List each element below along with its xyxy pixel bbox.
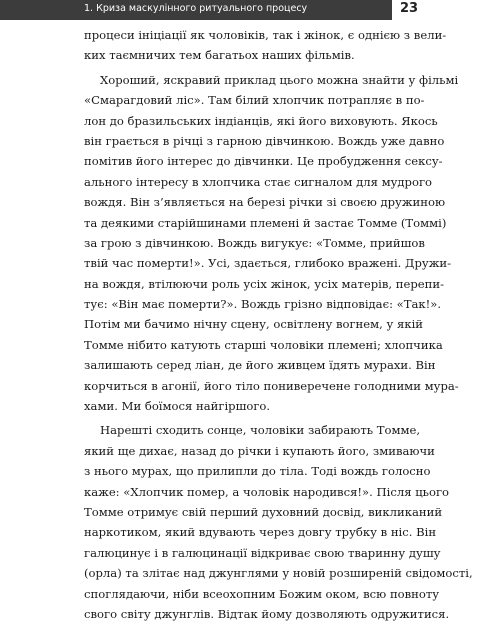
text-line: галюцинує і в галюцинації відкриває свою тваринну душу — [84, 545, 441, 560]
text-line: Томме отримує свій перший духовний досвід, викликаний — [84, 504, 443, 519]
chapter-title: 1. Криза маскулінного ритуального процесу — [84, 3, 308, 14]
text-line: Хороший, яскравий приклад цього можна знайти у фільмі — [100, 72, 459, 87]
header-bar — [0, 0, 392, 20]
text-line: твій час померти!». Усі, здається, глибоко вражені. Дружи- — [84, 256, 452, 271]
text-line: корчиться в агонії, його тіло пониверечене голодними мура- — [84, 378, 459, 393]
text-line: споглядаючи, ніби всеохопним Божим оком, всю повноту — [84, 586, 440, 601]
text-line: з нього мурах, що прилипли до тіла. Тоді вождь голосно — [84, 464, 431, 479]
text-line: тує: «Він має померти?». Вождь грізно відповідає: «Так!». — [84, 297, 442, 312]
text-line: свого світу джунглів. Відтак йому дозволяють одружитися. — [84, 606, 450, 621]
text-line: за грою з дівчинкою. Вождь вигукує: «Томме, прийшов — [84, 235, 425, 250]
text-line: наркотиком, який вдувають через довгу трубку в ніс. Він — [84, 525, 437, 540]
text-line: каже: «Хлопчик помер, а чоловік народився!». Після цього — [84, 484, 449, 499]
text-line: лон до бразильських індіанців, які його виховують. Якось — [84, 113, 438, 128]
running-header — [0, 0, 500, 22]
text-line: (орла) та злітає над джунглями у новій розширеній свідомості, — [84, 566, 473, 581]
body-text — [84, 25, 473, 624]
text-line: процеси ініціації як чоловіків, так і жінок, є однією з вели- — [84, 28, 447, 42]
text-line: Потім ми бачимо нічну сцену, освітлену вогнем, у якій — [84, 317, 424, 332]
text-line: ких таємничих тем багатьох наших фільмів. — [84, 48, 355, 63]
text-line: залишають серед ліан, де його живцем їдять мурахи. Він — [84, 358, 436, 373]
text-line: він грається в річці з гарною дівчинкою. Вождь уже давно — [84, 133, 445, 148]
text-line: Томме нібито катують старші чоловіки племені; хлопчика — [84, 337, 443, 352]
text-line: який ще дихає, назад до річки і купають його, змиваючи — [84, 443, 435, 458]
text-line: вождя. Він з’являється на березі річки зі своєю дружиною — [84, 195, 446, 210]
text-line: помітив його інтерес до дівчинки. Це пробудження сексу- — [84, 154, 443, 169]
page-number: 23 — [400, 1, 419, 16]
text-line: хами. Ми боїмося найгіршого. — [84, 399, 271, 414]
text-line: та деякими старійшинами племені й застає Томме (Томмі) — [84, 215, 447, 230]
text-line: на вождя, втілюючи роль усіх жінок, усіх матерів, перепи- — [84, 276, 445, 291]
text-line: ального інтересу в хлопчика стає сигналом для мудрого — [84, 174, 433, 189]
text-line: «Смарагдовий ліс». Там білий хлопчик потрапляє в по- — [84, 93, 425, 108]
text-line: Нарешті сходить сонце, чоловіки забирають Томме, — [100, 423, 421, 438]
